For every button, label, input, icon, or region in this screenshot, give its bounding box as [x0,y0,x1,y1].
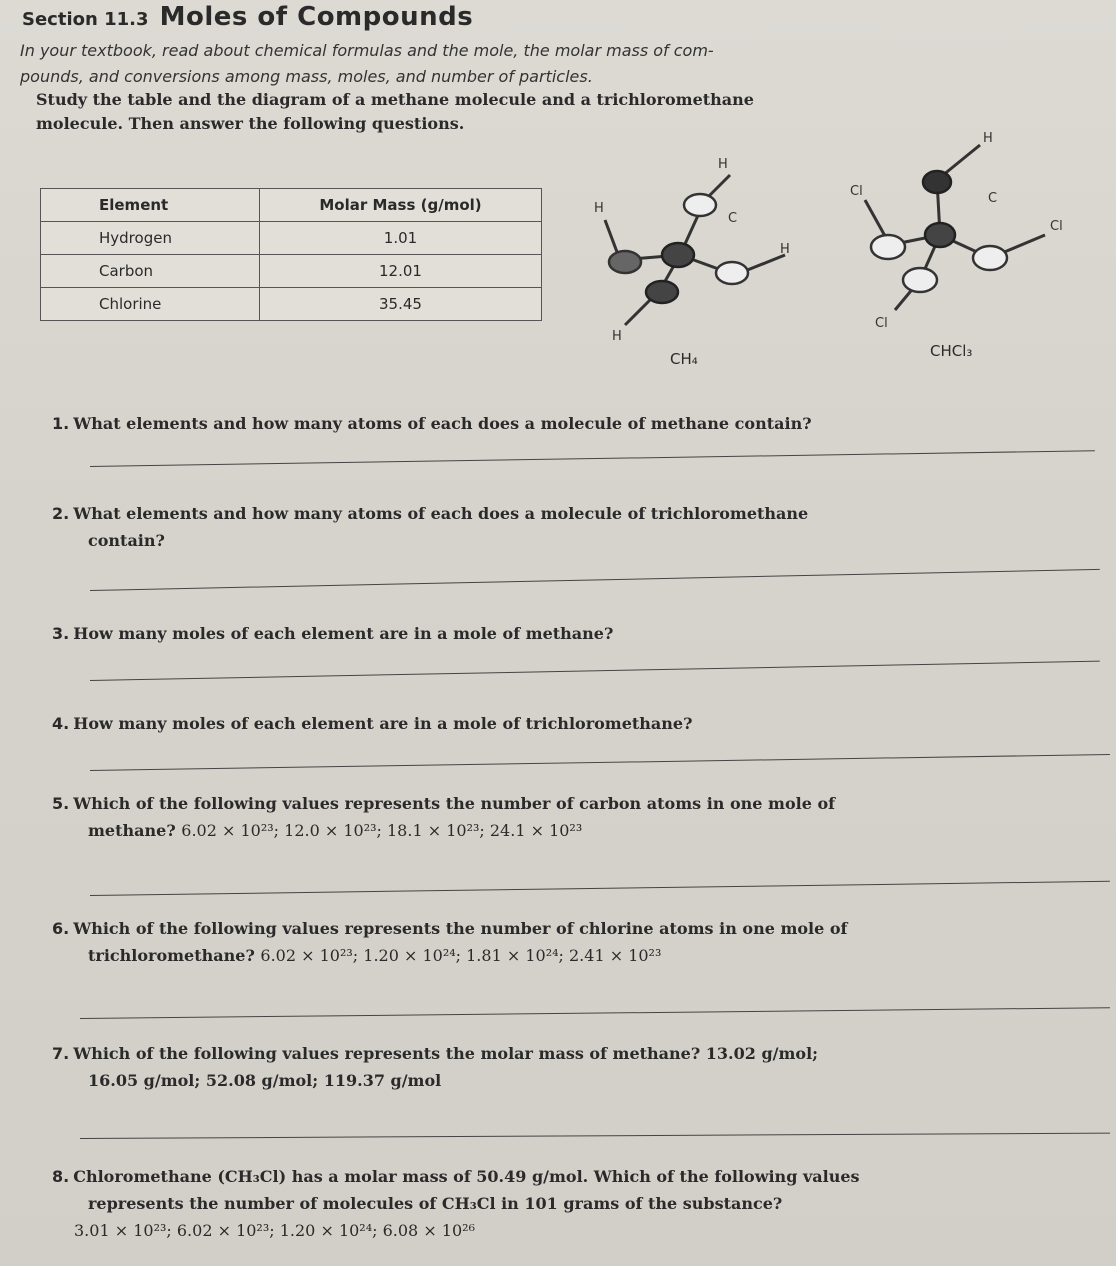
answer-line-1[interactable] [90,450,1095,467]
hydrogen-atom [609,251,641,273]
table-cell-element: Carbon [41,255,260,288]
question-number: 5. [52,794,70,813]
answer-choices: 6.02 × 10²³; 1.20 × 10²⁴; 1.81 × 10²⁴; 2.41 × 10²³ [260,946,662,965]
answer-line-6[interactable] [80,1007,1110,1019]
chloroform-label-cl-right: Cl [1050,219,1063,234]
methane-label-h-top: H [718,157,728,172]
table-cell-element: Hydrogen [41,222,260,255]
question-number: 1. [52,414,70,433]
question-text: What elements and how many atoms of each does a molecule of methane contain? [73,414,812,433]
question-text-cont: methane? [88,821,176,840]
intro-line-1: In your textbook, read about chemical formulas and the mole, the molar mass of com- [20,41,714,60]
question-4 [52,710,1092,737]
intro-text [20,38,1100,90]
question-text: Which of the following values represents the number of chlorine atoms in one mole of [73,919,848,938]
table-header-element: Element [41,189,260,222]
chlorine-atom [903,268,937,292]
hydrogen-atom [716,262,748,284]
table-header-molar-mass: Molar Mass (g/mol) [260,189,542,222]
table-cell-mass: 35.45 [260,288,542,321]
chlorine-atom [871,235,905,259]
table-row [41,288,542,321]
molar-mass-table [40,188,542,321]
chloroform-diagram [840,130,1090,340]
question-1 [52,410,1092,437]
methane-label-h-bottom: H [612,329,622,344]
study-line-2: molecule. Then answer the following questions. [36,114,465,133]
answer-line-4[interactable] [90,754,1110,771]
question-text: What elements and how many atoms of each does a molecule of trichloromethane [73,504,809,523]
chloroform-atoms [871,171,1007,292]
question-text: Which of the following values represents the number of carbon atoms in one mole of [73,794,836,813]
intro-line-2: pounds, and conversions among mass, moles, and number of particles. [20,67,593,86]
methane-diagram [580,150,820,350]
chloroform-label-cl-bottom: Cl [875,316,888,331]
question-6 [52,915,1092,969]
table-row [41,222,542,255]
question-text: Which of the following values represents the molar mass of methane? 13.02 g/mol; [73,1044,819,1063]
question-number: 7. [52,1044,70,1063]
table-cell-mass: 1.01 [260,222,542,255]
table-row [41,255,542,288]
study-instructions [36,88,836,136]
answer-line-5[interactable] [90,881,1110,896]
answer-choices: 3.01 × 10²³; 6.02 × 10²³; 1.20 × 10²⁴; 6.08 × 10²⁶ [74,1221,475,1240]
question-text: How many moles of each element are in a mole of trichloromethane? [73,714,693,733]
question-text: Chloromethane (CH₃Cl) has a molar mass of 50.49 g/mol. Which of the following values [73,1167,860,1186]
methane-caption: CH₄ [670,350,698,368]
question-text-cont: represents the number of molecules of CH₃Cl in 101 grams of the substance? [88,1194,783,1213]
question-3 [52,620,1092,647]
question-2 [52,500,1092,554]
hydrogen-atom [646,281,678,303]
hydrogen-atom [684,194,716,216]
section-heading [22,2,473,32]
question-number: 4. [52,714,70,733]
study-line-1: Study the table and the diagram of a methane molecule and a trichloromethane [36,90,754,109]
chloroform-label-cl-left: Cl [850,184,863,199]
table-cell-element: Chlorine [41,288,260,321]
table-cell-mass: 12.01 [260,255,542,288]
answer-line-3[interactable] [90,661,1100,681]
question-text: How many moles of each element are in a mole of methane? [73,624,614,643]
question-number: 3. [52,624,70,643]
answer-line-2[interactable] [90,569,1100,591]
methane-label-h-right: H [780,242,790,257]
chloroform-label-h: H [983,131,993,146]
question-number: 8. [52,1167,70,1186]
hydrogen-atom [923,171,951,193]
chloroform-caption: CHCl₃ [930,342,973,360]
answer-line-7[interactable] [80,1133,1110,1139]
question-text-cont: 16.05 g/mol; 52.08 g/mol; 119.37 g/mol [88,1071,442,1090]
section-title: Moles of Compounds [159,2,474,32]
methane-label-h-left: H [594,201,604,216]
table-header-row [41,189,542,222]
methane-label-c: C [728,211,738,226]
chlorine-atom [973,246,1007,270]
chloroform-label-c: C [988,191,998,206]
section-number: Section 11.3 [22,9,149,30]
question-8 [52,1163,1092,1244]
question-number: 6. [52,919,70,938]
question-text-cont: contain? [88,531,165,550]
question-number: 2. [52,504,70,523]
carbon-atom [925,223,955,247]
question-text-cont: trichloromethane? [88,946,255,965]
carbon-atom [662,243,694,267]
question-7 [52,1040,1092,1094]
question-5 [52,790,1092,844]
answer-choices: 6.02 × 10²³; 12.0 × 10²³; 18.1 × 10²³; 24.1 × 10²³ [181,821,583,840]
